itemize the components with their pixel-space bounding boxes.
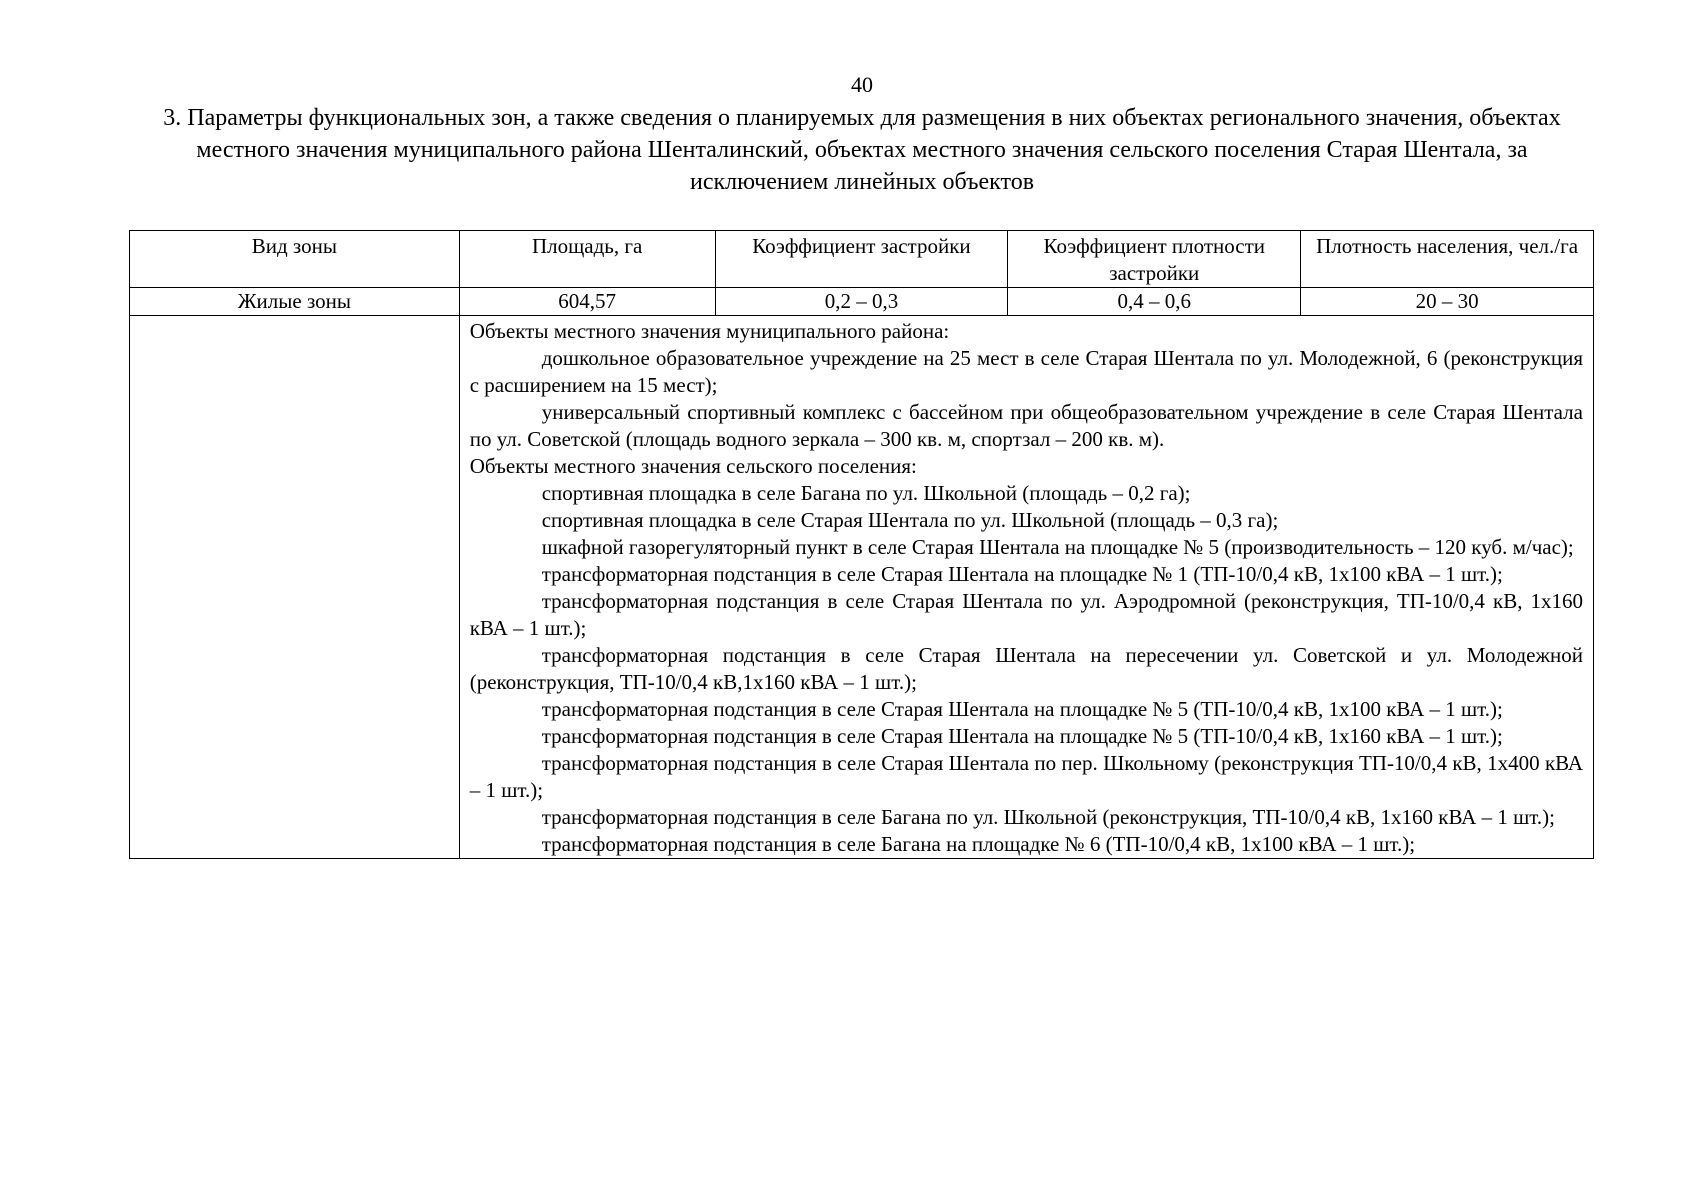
header-density-coefficient: Коэффициент плотности застройки [1008,231,1301,288]
list-item: трансформаторная подстанция в селе Старая Шентала на пересечении ул. Советской и ул. Молодежной (реконструкция, ТП-10/0,4 кВ,1х160 кВА – 1 шт.); [469,643,1583,694]
table-header-row [130,231,1594,288]
header-zone-type: Вид зоны [130,231,460,288]
list-item: универсальный спортивный комплекс с бассейном при общеобразовательном учреждение в селе Старая Шентала по ул. Советской (площадь водного зеркала – 300 кв. м, спортзал – 200 кв. м). [469,400,1583,451]
cell-empty [130,316,460,859]
list-item: трансформаторная подстанция в селе Багана на площадке № 6 (ТП-10/0,4 кВ, 1х100 кВА – 1 шт.); [541,832,1416,856]
list-item: спортивная площадка в селе Багана по ул. Школьной (площадь – 0,2 га); [541,481,1191,505]
list-item: трансформаторная подстанция в селе Багана по ул. Школьной (реконструкция, ТП-10/0,4 кВ, 1х160 кВА – 1 шт.); [541,805,1555,829]
cell-density-coefficient: 0,4 – 0,6 [1008,288,1301,316]
page-number: 40 [851,72,873,97]
list-item: трансформаторная подстанция в селе Старая Шентала на площадке № 1 (ТП-10/0,4 кВ, 1х100 кВА – 1 шт.); [541,562,1503,586]
table-row [130,288,1594,316]
list-item: трансформаторная подстанция в селе Старая Шентала на площадке № 5 (ТП-10/0,4 кВ, 1х100 кВА – 1 шт.); [541,697,1503,721]
list-item: трансформаторная подстанция в селе Старая Шентала на площадке № 5 (ТП-10/0,4 кВ, 1х160 кВА – 1 шт.); [541,724,1503,748]
list-item: трансформаторная подстанция в селе Старая Шентала по пер. Школьному (реконструкция ТП-10/0,4 кВ, 1х400 кВА – 1 шт.); [469,751,1583,802]
list-item: трансформаторная подстанция в селе Старая Шентала по ул. Аэродромной (реконструкция, ТП-10/0,4 кВ, 1х160 кВА – 1 шт.); [469,589,1583,640]
group-heading-district: Объекты местного значения муниципального района: [469,319,950,343]
cell-building-coefficient: 0,2 – 0,3 [715,288,1008,316]
planned-objects-cell [459,316,1593,859]
list-item: шкафной газорегуляторный пункт в селе Старая Шентала на площадке № 5 (производительность – 120 куб. м/час); [541,535,1574,559]
header-building-coefficient: Коэффициент застройки [715,231,1008,288]
cell-population-density: 20 – 30 [1301,288,1594,316]
list-item: дошкольное образовательное учреждение на 25 мест в селе Старая Шентала по ул. Молодежной, 6 (реконструкция с расширением на 15 мест); [469,346,1583,397]
list-item: спортивная площадка в селе Старая Шентала по ул. Школьной (площадь – 0,3 га); [541,508,1279,532]
header-population-density: Плотность населения, чел./га [1301,231,1594,288]
objects-row [130,316,1594,859]
cell-area: 604,57 [459,288,715,316]
section-title: 3. Параметры функциональных зон, а также сведения о планируемых для размещения в них объектах регионального значения, объектах местного значения муниципального района Шенталинский, объектах местного значения сельского поселения Старая Шентала, за исключением линейных объектов [163,105,1561,195]
zone-parameters-table [129,230,1594,859]
header-area: Площадь, га [459,231,715,288]
group-heading-settlement: Объекты местного значения сельского поселения: [469,454,917,478]
cell-zone-type: Жилые зоны [130,288,460,316]
